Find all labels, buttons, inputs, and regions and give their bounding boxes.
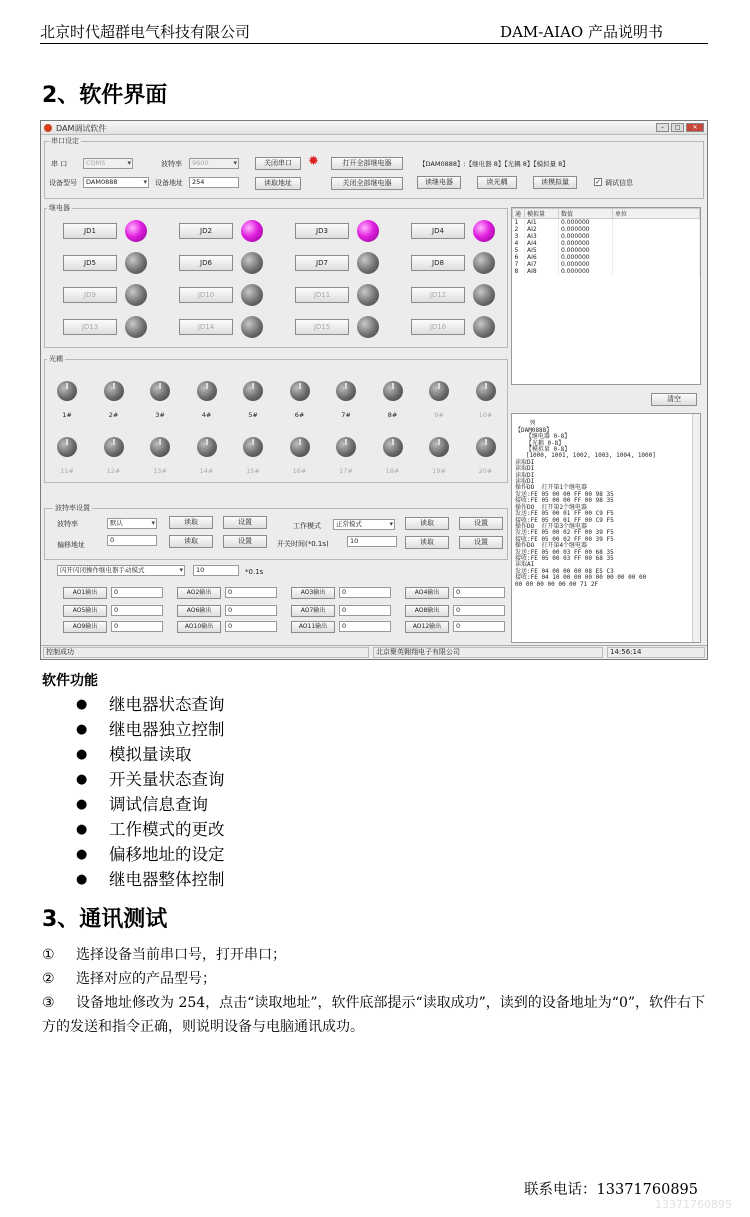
opto-label: 9#	[434, 411, 444, 419]
model-select[interactable]: DAM0888 ▾	[83, 177, 149, 188]
relay-button-jd5[interactable]: JD5	[63, 255, 117, 271]
table-cell: 2	[513, 226, 525, 233]
opto-label: 2#	[108, 411, 119, 419]
step-number: ②	[42, 971, 55, 987]
opto-indicator-icon	[429, 381, 449, 401]
offset-address-label: 偏移地址	[57, 541, 85, 549]
opto-label: 12#	[106, 467, 121, 475]
relay-status-led	[473, 316, 495, 338]
column-header: 模拟量	[525, 209, 559, 219]
relay-status-led	[473, 284, 495, 306]
ao-output-input[interactable]: 0	[453, 621, 505, 632]
relay-status-led	[357, 284, 379, 306]
table-cell	[613, 233, 700, 240]
table-cell: AI5	[525, 247, 559, 254]
debug-label: 调试信息	[605, 179, 633, 187]
ao-output-button[interactable]: AO6输出	[177, 605, 221, 617]
relay-button-jd1[interactable]: JD1	[63, 223, 117, 239]
feature-item: ● 调试信息查询	[76, 792, 225, 817]
feature-item: ● 继电器状态查询	[76, 692, 225, 717]
opto-indicator-icon	[150, 437, 170, 457]
table-row	[513, 226, 700, 233]
step-number: ③	[42, 995, 55, 1011]
feature-item: ● 模拟量读取	[76, 742, 225, 767]
table-cell: AI1	[525, 219, 559, 227]
relay-group-title: 继电器	[49, 204, 70, 212]
opto-indicator-icon	[336, 437, 356, 457]
table-cell: AI7	[525, 261, 559, 268]
table-cell: 5	[513, 247, 525, 254]
feature-item: ● 继电器整体控制	[76, 867, 225, 892]
relay-button-jd6[interactable]: JD6	[179, 255, 233, 271]
table-row	[513, 240, 700, 247]
relay-status-led	[241, 316, 263, 338]
features-heading: 软件功能	[42, 673, 98, 689]
minimize-button[interactable]: –	[656, 123, 669, 132]
baud-select[interactable]: 9600 ▾	[189, 158, 239, 169]
table-cell	[613, 240, 700, 247]
step-number: ①	[42, 947, 55, 963]
opto-label: 11#	[60, 467, 74, 475]
baud-setting-label: 波特率	[57, 520, 78, 528]
ao-output-input[interactable]: 0	[111, 621, 163, 632]
offset-set-button[interactable]: 设置	[223, 535, 267, 548]
ao-output-button[interactable]: AO10输出	[177, 621, 221, 633]
company-name: 北京时代超群电气科技有限公司	[40, 23, 251, 41]
close-window-button[interactable]: ✕	[686, 123, 704, 132]
clear-log-button[interactable]: 清空	[651, 393, 697, 406]
ao-output-input[interactable]: 0	[225, 605, 277, 616]
ao-output-input[interactable]: 0	[225, 621, 277, 632]
opto-group-title: 光耦	[49, 355, 63, 363]
feature-item: ● 开关量状态查询	[76, 767, 225, 792]
table-row	[513, 247, 700, 254]
table-cell	[613, 268, 700, 275]
features-list	[76, 692, 225, 892]
ao-output-input[interactable]: 0	[453, 605, 505, 616]
watermark: 13371760895	[655, 1198, 732, 1211]
relay-button-jd7[interactable]: JD7	[295, 255, 349, 271]
opto-indicator-icon	[243, 437, 263, 457]
baud-settings-group	[44, 508, 508, 560]
table-cell	[613, 261, 700, 268]
relay-button-jd12[interactable]: JD12	[411, 287, 465, 303]
relay-status-led	[473, 252, 495, 274]
step-item	[42, 943, 710, 967]
debug-log-text: 列 【DAM0888】 【继电器 0-8】 【光耦 0-8】 【模拟量 0-8】 [1000, 1001, 1002, 1003, 1004, 1000] 读取DI 读取DI 读取DI 读取DI 操作DO 打开第1个继电器 发送:FE 05 00 00 FF 00 98 35 接收:FE 05 00 00 FF 00 98 35 操作DO 打开第2个继电器 发送:FE 05 00 01 FF 00 C9 F5 接收:FE 05 00 01 FF 00 C9 F5 操作DO 打开第3个继电器 发送:FE 05 00 02 FF 00 39 F5 接收:FE 05 00 02 FF 00 39 F5 操作DO 打开第4个继电器 发送:FE 05 00 03 FF 00 68 35 接收:FE 05 00 03 FF 00 68 35 读取AI 发送:FE 04 00 00 00 08 E5 C3 接收:FE 04 10 00 00 00 00 00 00 00 00 00 00 00 00 00 00 71 2F	[515, 420, 656, 588]
read-analog-button[interactable]: 读模拟量	[533, 176, 577, 189]
opto-label: 8#	[387, 411, 398, 419]
table-cell	[613, 226, 700, 233]
port-label: 串 口	[51, 160, 68, 168]
relay-status-led	[357, 220, 379, 242]
table-cell: 0.000000	[559, 268, 613, 275]
ao-output-button[interactable]: AO1输出	[63, 587, 107, 599]
relay-status-led	[241, 252, 263, 274]
close-port-button[interactable]: 关闭串口	[255, 157, 301, 170]
opto-label: 14#	[199, 467, 214, 475]
offset-address-input[interactable]: 0	[107, 535, 157, 546]
maximize-button[interactable]: □	[671, 123, 684, 132]
opto-label: 18#	[385, 467, 400, 475]
relay-status-led	[125, 284, 147, 306]
relay-status-led	[125, 252, 147, 274]
window-title: DAM调试软件	[56, 124, 107, 133]
ao-output-button[interactable]: AO8输出	[405, 605, 449, 617]
ao-output-button[interactable]: AO4输出	[405, 587, 449, 599]
table-row	[513, 233, 700, 240]
relay-status-led	[241, 220, 263, 242]
relay-status-led	[357, 252, 379, 274]
switch-read-button[interactable]: 读取	[405, 536, 449, 549]
debug-log	[511, 413, 701, 643]
status-time: 14:56:14	[607, 647, 705, 658]
app-icon	[44, 124, 52, 132]
step-item	[42, 967, 710, 991]
table-cell: 7	[513, 261, 525, 268]
read-relay-button[interactable]: 读继电器	[417, 176, 461, 189]
table-cell	[613, 219, 700, 227]
open-all-relays-button[interactable]: 打开全部继电器	[331, 157, 403, 170]
opto-indicator-icon	[383, 381, 403, 401]
opto-indicator-icon	[383, 437, 403, 457]
ao-output-input[interactable]: 0	[111, 605, 163, 616]
opto-label: 4#	[201, 411, 212, 419]
switch-time-input[interactable]: 10	[347, 536, 397, 547]
opto-indicator-icon	[336, 381, 356, 401]
window-titlebar	[41, 121, 707, 135]
opto-indicator-icon	[290, 381, 310, 401]
dam-software-window	[40, 120, 708, 660]
opto-indicator-icon	[57, 381, 77, 401]
baud-label: 波特率	[161, 160, 182, 168]
step-text: 选择对应的产品型号；	[76, 971, 216, 987]
log-scrollbar[interactable]	[692, 414, 700, 642]
model-label: 设备型号	[49, 179, 77, 187]
table-cell	[613, 247, 700, 254]
relay-button-jd9[interactable]: JD9	[63, 287, 117, 303]
serial-settings-title: 串口设定	[51, 137, 79, 145]
baud-settings-title: 波特率设置	[55, 504, 90, 512]
status-message: 控制成功	[43, 647, 369, 658]
ao-output-input[interactable]: 0	[339, 621, 391, 632]
opto-indicator-icon	[104, 437, 124, 457]
ao-output-input[interactable]: 0	[453, 587, 505, 598]
opto-label: 3#	[155, 411, 165, 419]
ao-output-button[interactable]: AO11输出	[291, 621, 335, 633]
relay-button-jd8[interactable]: JD8	[411, 255, 465, 271]
opto-label: 17#	[339, 467, 353, 475]
opto-indicator-icon	[104, 381, 124, 401]
opto-label: 7#	[341, 411, 351, 419]
table-cell: 0.000000	[559, 233, 613, 240]
switch-set-button[interactable]: 设置	[459, 536, 503, 549]
close-all-relays-button[interactable]: 关闭全部继电器	[331, 177, 403, 190]
table-cell: AI2	[525, 226, 559, 233]
address-input[interactable]: 254	[189, 177, 239, 188]
status-bar	[41, 645, 707, 659]
opto-label: 5#	[248, 411, 258, 419]
relay-status-led	[357, 316, 379, 338]
flash-time-unit: *0.1s	[245, 568, 264, 576]
step-text: 选择设备当前串口号，打开串口；	[76, 947, 286, 963]
relay-button-jd14[interactable]: JD14	[179, 319, 233, 335]
opto-indicator-icon	[290, 437, 310, 457]
table-row	[513, 268, 700, 275]
table-cell: 0.000000	[559, 219, 613, 227]
table-cell: 8	[513, 268, 525, 275]
opto-label: 20#	[478, 467, 493, 475]
ao-output-button[interactable]: AO3输出	[291, 587, 335, 599]
table-cell: 0.000000	[559, 226, 613, 233]
relay-button-jd16[interactable]: JD16	[411, 319, 465, 335]
analog-table	[511, 207, 701, 385]
work-mode-select[interactable]: 正常模式 ▾	[333, 519, 395, 530]
step-item	[42, 991, 710, 1039]
relay-button-jd10[interactable]: JD10	[179, 287, 233, 303]
ao-output-button[interactable]: AO2输出	[177, 587, 221, 599]
ao-output-input[interactable]: 0	[111, 587, 163, 598]
baud-setting-select[interactable]: 默认 ▾	[107, 518, 157, 529]
opto-label: 19#	[432, 467, 446, 475]
opto-group	[44, 359, 508, 483]
opto-label: 13#	[153, 467, 167, 475]
column-header: 单位	[613, 209, 700, 219]
mode-read-button[interactable]: 读取	[405, 517, 449, 530]
ao-output-button[interactable]: AO7输出	[291, 605, 335, 617]
table-cell: 0.000000	[559, 240, 613, 247]
page-header	[40, 18, 708, 44]
ao-output-button[interactable]: AO5输出	[63, 605, 107, 617]
opto-label: 6#	[294, 411, 305, 419]
offset-read-button[interactable]: 读取	[169, 535, 213, 548]
opto-label: 1#	[62, 411, 72, 419]
ao-output-input[interactable]: 0	[225, 587, 277, 598]
opto-indicator-icon	[243, 381, 263, 401]
baud-read-button[interactable]: 读取	[169, 516, 213, 529]
table-cell: 0.000000	[559, 254, 613, 261]
table-row	[513, 261, 700, 268]
table-row	[513, 219, 700, 227]
opto-indicator-icon	[429, 437, 449, 457]
table-cell: 3	[513, 233, 525, 240]
opto-indicator-icon	[150, 381, 170, 401]
ao-output-button[interactable]: AO12输出	[405, 621, 449, 633]
relay-button-jd13[interactable]: JD13	[63, 319, 117, 335]
table-cell: 1	[513, 219, 525, 227]
column-header: 通	[513, 209, 525, 219]
relay-button-jd11[interactable]: JD11	[295, 287, 349, 303]
relay-status-led	[241, 284, 263, 306]
table-cell	[613, 254, 700, 261]
relay-button-jd2[interactable]: JD2	[179, 223, 233, 239]
table-cell: 0.000000	[559, 261, 613, 268]
feature-item: ● 工作模式的更改	[76, 817, 225, 842]
switch-time-label: 开关时间(*0.1s)	[277, 540, 329, 548]
opto-label: 15#	[246, 467, 260, 475]
relay-button-jd3[interactable]: JD3	[295, 223, 349, 239]
footer-phone: 联系电话：13371760895	[524, 1182, 698, 1198]
flash-time-input[interactable]: 10	[193, 565, 239, 576]
manual-title: DAM-AIAO 产品说明书	[500, 23, 663, 41]
table-cell: 4	[513, 240, 525, 247]
port-select[interactable]: COM5 ▾	[83, 158, 133, 169]
table-cell: 6	[513, 254, 525, 261]
feature-item: ● 偏移地址的设定	[76, 842, 225, 867]
relay-status-led	[473, 220, 495, 242]
table-cell: AI8	[525, 268, 559, 275]
table-cell: AI3	[525, 233, 559, 240]
address-label: 设备地址	[155, 179, 183, 187]
table-cell: AI6	[525, 254, 559, 261]
read-address-button[interactable]: 读取地址	[255, 177, 301, 190]
ao-output-input[interactable]: 0	[339, 605, 391, 616]
serial-settings-group	[44, 141, 704, 199]
ao-output-button[interactable]: AO9输出	[63, 621, 107, 633]
debug-checkbox[interactable]: ✓	[595, 178, 601, 186]
opto-indicator-icon	[476, 437, 496, 457]
relay-button-jd4[interactable]: JD4	[411, 223, 465, 239]
table-cell: AI4	[525, 240, 559, 247]
flash-mode-select[interactable]: 闪开闪闭操作继电器手动模式 ▾	[57, 565, 185, 576]
opto-label: 16#	[292, 467, 307, 475]
step-text: 设备地址修改为 254，点击“读取地址”，软件底部提示“读取成功”，读到的设备地址为“0”，软件右下方的发送和指令正确，则说明设备与电脑通讯成功。	[42, 995, 706, 1035]
read-opto-button[interactable]: 读光耦	[477, 176, 517, 189]
relay-button-jd15[interactable]: JD15	[295, 319, 349, 335]
section-3-heading: 3、通讯测试	[42, 907, 168, 932]
relay-status-led	[125, 220, 147, 242]
opto-indicator-icon	[197, 437, 217, 457]
opto-indicator-icon	[476, 381, 496, 401]
port-status-icon: ✹	[308, 154, 319, 169]
column-header: 数值	[559, 209, 613, 219]
test-steps	[42, 943, 710, 1039]
table-row	[513, 254, 700, 261]
ao-output-input[interactable]: 0	[339, 587, 391, 598]
opto-label: 10#	[478, 411, 493, 419]
work-mode-label: 工作模式	[293, 522, 321, 530]
table-cell: 0.000000	[559, 247, 613, 254]
baud-set-button[interactable]: 设置	[223, 516, 267, 529]
opto-indicator-icon	[197, 381, 217, 401]
section-2-heading: 2、软件界面	[42, 83, 168, 108]
status-company: 北京聚英翱翔电子有限公司	[373, 647, 603, 658]
relay-status-led	[125, 316, 147, 338]
opto-indicator-icon	[57, 437, 77, 457]
mode-set-button[interactable]: 设置	[459, 517, 503, 530]
device-info: 【DAM0888】:【继电器 8】【光耦 8】【模拟量 8】	[419, 160, 569, 168]
feature-item: ● 继电器独立控制	[76, 717, 225, 742]
